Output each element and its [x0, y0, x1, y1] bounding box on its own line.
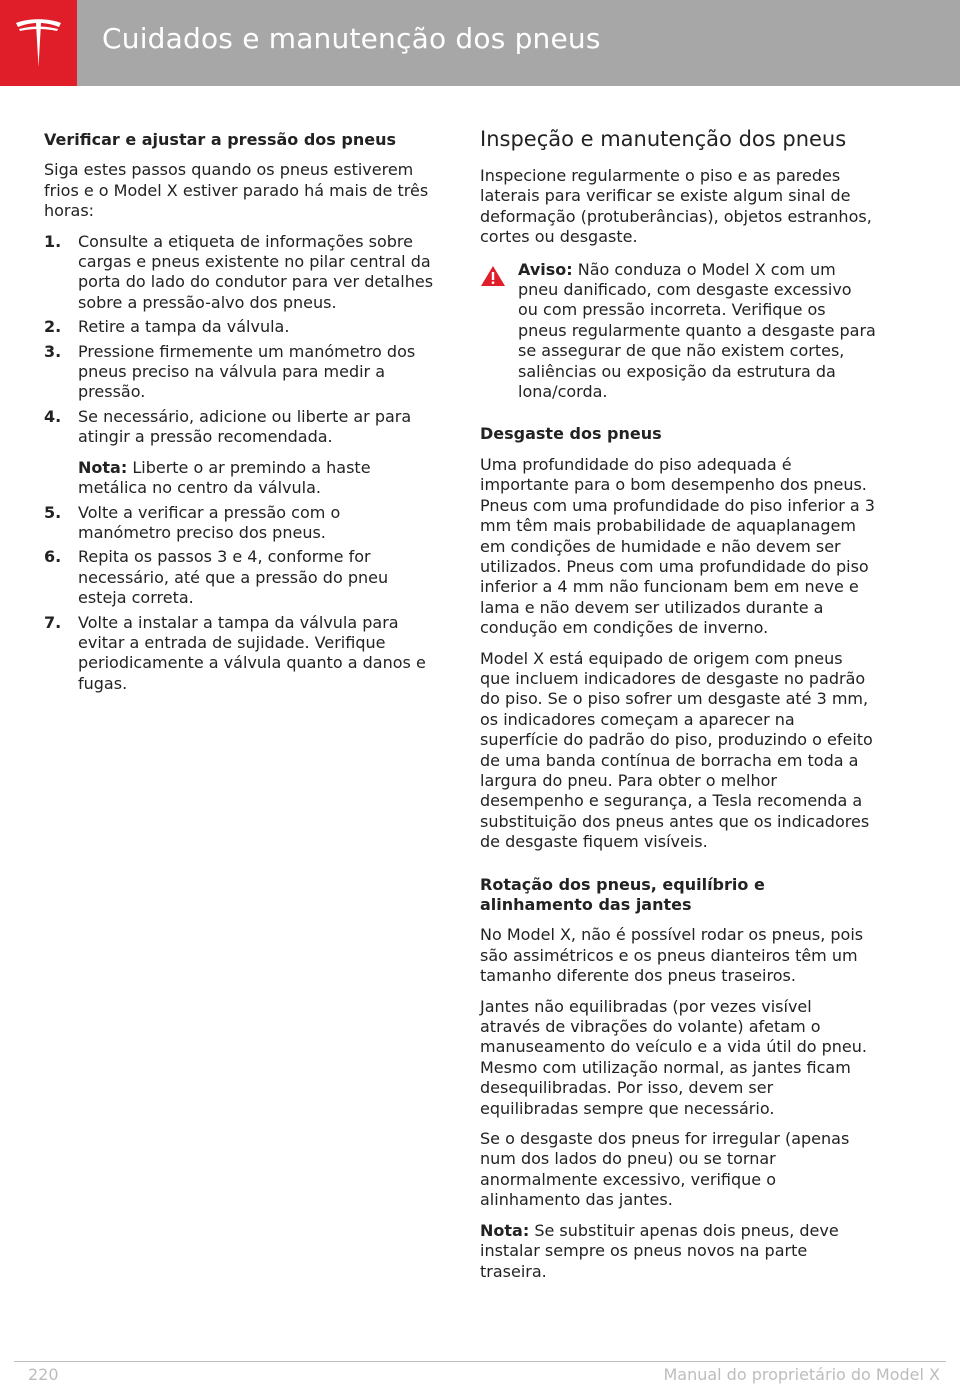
warning-body: Não conduza o Model X com um pneu danificado, com desgaste excessivo ou com pressão incorreta. Verifique os pneus regularmente quanto a desgaste para se assegurar de que não existem cortes, saliências ou exposição da estrutura da lona/corda.: [518, 259, 876, 402]
wear-heading: Desgaste dos pneus: [480, 424, 662, 444]
note-text: Liberte o ar premindo a haste metálica no centro da válvula.: [78, 457, 371, 498]
rotation-heading: Rotação dos pneus, equilíbrio e alinhamento das jantes: [480, 874, 765, 914]
step-text: Pressione firmemente um manómetro dos pneus preciso na válvula para medir a pressão.: [78, 341, 416, 402]
pressure-steps: [44, 232, 436, 695]
rotation-paragraph-1: No Model X, não é possível rodar os pneus, pois são assimétricos e os pneus dianteiros têm um tamanho diferente dos pneus traseiros.: [480, 925, 864, 986]
inspection-intro: Inspecione regularmente o piso e as paredes laterais para verificar se existe algum sinal de deformação (protuberâncias), objetos estranhos, cortes ou desgaste.: [480, 166, 872, 247]
note-label: Nota:: [78, 457, 128, 477]
left-column: [44, 126, 436, 694]
step-text: Retire a tampa da válvula.: [78, 317, 290, 337]
step-text: Repita os passos 3 e 4, conforme for necessário, até que a pressão do pneu esteja correta.: [78, 547, 389, 608]
tesla-logo-icon: [14, 17, 63, 69]
rotation-paragraph-2: Jantes não equilibradas (por vezes visível através de vibrações do volante) afetam o manuseamento do veículo e a vida útil do pneu. Mesmo com utilização normal, as jantes ficam desequilibradas. Por isso, devem ser equilibradas sempre que necessário.: [480, 996, 867, 1118]
pressure-heading: Verificar e ajustar a pressão dos pneus: [44, 130, 396, 149]
step-number: 4.: [44, 406, 62, 426]
warning-text: [518, 260, 876, 403]
warning-triangle-icon: [480, 265, 506, 287]
footer-divider: [14, 1361, 946, 1362]
note-label: Nota:: [480, 1220, 530, 1240]
list-item: [44, 407, 436, 499]
page-header: [0, 0, 960, 86]
wear-paragraph-1: Uma profundidade do piso adequada é importante para o bom desempenho dos pneus. Pneus com uma profundidade do piso inferior a 3 mm têm mais probabilidade de aquaplanagem em condições de humidade e não devem ser utilizados. Pneus com uma profundidade do piso inferior a 4 mm não funcionam bem em neve e lama e não devem ser utilizados durante a condução em condições de inverno.: [480, 454, 875, 638]
pressure-intro: Siga estes passos quando os pneus estiverem frios e o Model X estiver parado há mais de três horas:: [44, 160, 429, 221]
list-item: [44, 547, 436, 608]
step-number: 6.: [44, 547, 62, 567]
list-item: [44, 232, 436, 314]
page-number: 220: [28, 1365, 59, 1384]
tire-note: [480, 1221, 876, 1282]
step-text: Se necessário, adicione ou liberte ar para atingir a pressão recomendada.: [78, 406, 412, 447]
step-number: 3.: [44, 341, 62, 361]
step-number: 7.: [44, 612, 62, 632]
right-column: [480, 126, 876, 1282]
warning-label: Aviso:: [518, 259, 573, 279]
step-note: [78, 458, 436, 499]
page-title: Cuidados e manutenção dos pneus: [102, 22, 601, 55]
note-text: Se substituir apenas dois pneus, deve instalar sempre os pneus novos na parte traseira.: [480, 1220, 839, 1281]
step-text: Volte a verificar a pressão com o manómetro preciso dos pneus.: [78, 502, 341, 542]
list-item: [44, 342, 436, 403]
list-item: [44, 613, 436, 695]
rotation-paragraph-3: Se o desgaste dos pneus for irregular (apenas num dos lados do pneu) ou se tornar anormalmente excessivo, verifique o alinhamento das jantes.: [480, 1129, 850, 1210]
warning-box: [480, 260, 876, 403]
inspection-heading: Inspeção e manutenção dos pneus: [480, 127, 847, 151]
manual-title: Manual do proprietário do Model X: [663, 1365, 940, 1384]
step-text: Consulte a etiqueta de informações sobre cargas e pneus existente no pilar central da porta do lado do condutor para ver detalhes sobre a pressão-alvo dos pneus.: [78, 231, 434, 312]
tesla-logo: [0, 0, 77, 86]
list-item: [44, 317, 436, 337]
list-item: [44, 503, 436, 544]
step-number: 5.: [44, 502, 62, 522]
step-number: 1.: [44, 231, 62, 251]
step-text: Volte a instalar a tampa da válvula para evitar a entrada de sujidade. Verifique periodicamente a válvula quanto a danos e fugas.: [78, 612, 426, 693]
wear-paragraph-2: Model X está equipado de origem com pneus que incluem indicadores de desgaste no padrão do piso. Se o piso sofrer um desgaste até 3 mm, os indicadores começam a aparecer na superfície do padrão do piso, produzindo o efeito de uma banda contínua de borracha em toda a largura do pneu. Para obter o melhor desempenho e segurança, a Tesla recomenda a substituição dos pneus antes que os indicadores de desgaste fiquem visíveis.: [480, 648, 873, 852]
step-number: 2.: [44, 317, 62, 337]
